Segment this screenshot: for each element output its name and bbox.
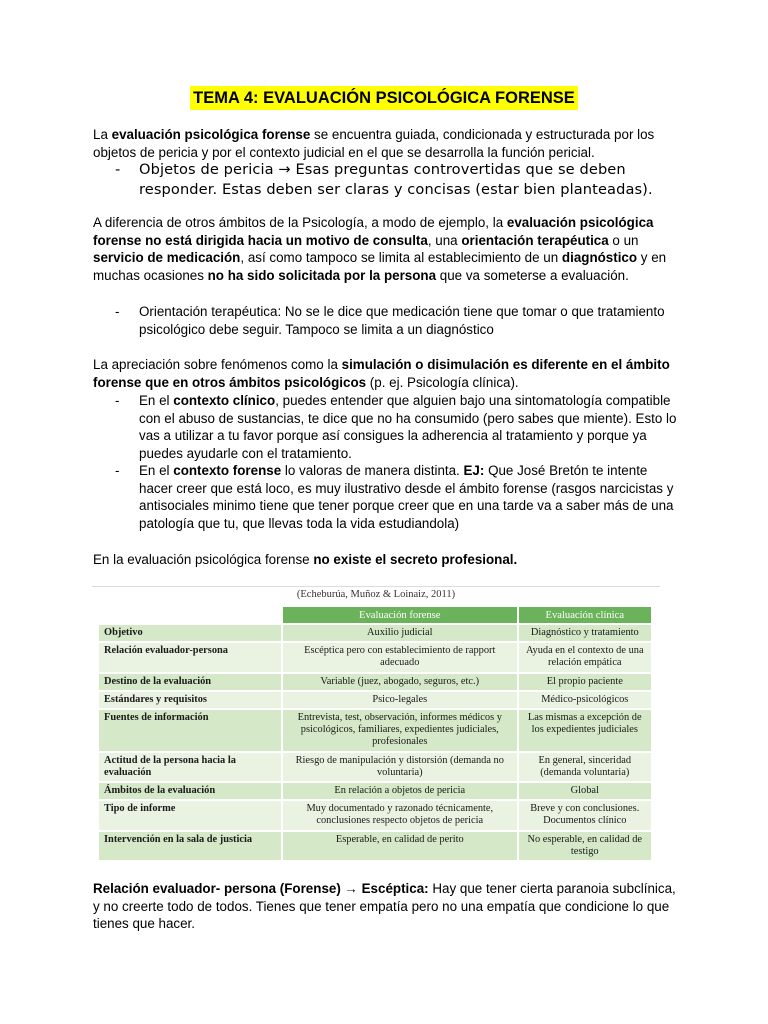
table-row [98,709,652,752]
cell-forense: Esperable, en calidad de perito [282,831,518,861]
bullet-text: Objetos de pericia → Esas preguntas controvertidas que se deben responder. Estas deben ser claras y concisas (estar bien planteadas). [139,161,653,198]
table-row [98,782,652,800]
text-run: Que José Bretón te intente hacer creer que está loco, es muy ilustrativo desde el ámbito forense (rasgos narcicistas y antisociales minimo tiene que tener porque creer que en una tarde va a saber más de una patología que tu, que llevas toda la vida estudiandola) [139,463,674,531]
cell-clinica: Médico-psicológicos [518,691,652,709]
row-label: Ámbitos de la evaluación [98,782,282,800]
paragraph-diferencia [93,214,683,284]
bullet-dash: - [115,463,120,478]
table-row [98,624,652,642]
text-run: La [93,127,112,142]
page-title: TEMA 4: EVALUACIÓN PSICOLÓGICA FORENSE [190,86,578,110]
row-label: Objetivo [98,624,282,642]
text-run: lo valoras de manera distinta. [281,463,464,478]
bullet-dash: - [115,304,120,319]
text-run: se encuentra guiada, condicionada y estructurada por los objetos de pericia y por el contexto judicial en el que se desarrolla la función pericial. [93,127,655,160]
cell-clinica: Breve y con conclusiones. Documentos clínico [518,800,652,830]
table-header-cell: Evaluación clínica [518,606,652,624]
text-run: , así como tampoco se limita al establecimiento de un [240,250,562,266]
row-label: Estándares y requisitos [98,691,282,709]
bold-run: Relación evaluador- persona (Forense) → Escéptica: [93,881,429,896]
bold-run: EJ: [463,463,485,478]
text-run: o un [608,232,639,248]
comparison-table-figure [92,586,660,865]
text-run: En la evaluación psicológica forense [93,552,314,567]
cell-clinica: Ayuda en el contexto de una relación empática [518,642,652,672]
bullet-dash: - [115,393,120,408]
cell-forense: Escéptica pero con establecimiento de rapport adecuado [282,642,518,672]
table-header-row [98,606,652,624]
cell-forense: Muy documentado y razonado técnicamente, conclusiones respecto objetos de pericia [282,800,518,830]
text-run: , una [427,232,462,248]
paragraph-apreciacion [93,356,683,391]
text-run: , puedes entender que alguien bajo una sintomatología compatible con el abuso de sustancias, te dice que no ha consumido (pero sabes que miente). Esto lo vas a utilizar a tu favor porque así consigues la adherencia al tratamiento y porque ya puedes ayudarle con el tratamiento. [139,393,677,461]
bold-run: contexto forense [173,463,282,478]
comparison-table [97,605,653,862]
text-run: (p. ej. Psicología clínica). [366,374,519,390]
bold-run: evaluación psicológica forense no está dirigida hacia un motivo de consulta [93,215,654,248]
text-run: Hay que tener cierta paranoia subclínica, y no creerte todo de todos. Tienes que tener empatía pero no una empatía que condicione lo que tienes que hacer. [93,881,676,932]
cell-forense: Entrevista, test, observación, informes médicos y psicológicos, familiares, expedientes judiciales, profesionales [282,709,518,752]
text-run: y en muchas ocasiones [93,250,667,283]
row-label: Destino de la evaluación [98,673,282,691]
paragraph-intro [93,126,683,161]
bullet-dash: - [115,161,121,178]
table-row [98,800,652,830]
bold-run: no existe el secreto profesional. [313,552,518,567]
bullet-text [139,392,679,462]
text-run: que va someterse a evaluación. [436,267,629,283]
bold-run: contexto clínico [173,393,276,408]
table-row [98,673,652,691]
row-label: Intervención en la sala de justicia [98,831,282,861]
cell-forense: Variable (juez, abogado, seguros, etc.) [282,673,518,691]
bullet-text: Orientación terapéutica: No se le dice que medicación tiene que tomar o que tratamiento psicológico debe seguir. Tampoco se limita a un diagnóstico [139,304,665,337]
bullet-text [139,462,679,532]
bold-run: evaluación psicológica forense [111,127,311,142]
cell-clinica: El propio paciente [518,673,652,691]
bold-run: simulación o disimulación es diferente en el ámbito forense que en otros ámbitos psicológicos [93,357,670,390]
bold-run: servicio de medicación [93,250,241,266]
cell-forense: Auxilio judicial [282,624,518,642]
cell-clinica: No esperable, en calidad de testigo [518,831,652,861]
cell-forense: Psico-legales [282,691,518,709]
text-run: En el [139,463,174,478]
cell-clinica: Global [518,782,652,800]
table-header-cell: Evaluación forense [282,606,518,624]
table-row [98,831,652,861]
cell-clinica: En general, sinceridad (demanda voluntaria) [518,752,652,782]
row-label: Fuentes de información [98,709,282,752]
table-header-cell [98,606,282,624]
bold-run: orientación terapéutica [461,232,609,248]
paragraph-relacion [93,880,683,933]
text-run: La apreciación sobre fenómenos como la [93,357,342,372]
text-run: En el [139,393,174,408]
title-wrap [0,86,768,110]
cell-clinica: Diagnóstico y tratamiento [518,624,652,642]
row-label: Actitud de la persona hacia la evaluación [98,752,282,782]
table-row [98,642,652,672]
row-label: Tipo de informe [98,800,282,830]
bold-run: no ha sido solicitada por la persona [207,267,437,283]
row-label: Relación evaluador-persona [98,642,282,672]
table-caption: (Echeburúa, Muñoz & Loinaiz, 2011) [296,589,456,600]
paragraph-secreto [93,551,683,569]
cell-forense: En relación a objetos de pericia [282,782,518,800]
text-run: A diferencia de otros ámbitos de la Psicología, a modo de ejemplo, la [93,215,507,230]
cell-forense: Riesgo de manipulación y distorsión (demanda no voluntaria) [282,752,518,782]
table-row [98,691,652,709]
bold-run: diagnóstico [561,250,638,266]
table-row [98,752,652,782]
cell-clinica: Las mismas a excepción de los expedientes judiciales [518,709,652,752]
